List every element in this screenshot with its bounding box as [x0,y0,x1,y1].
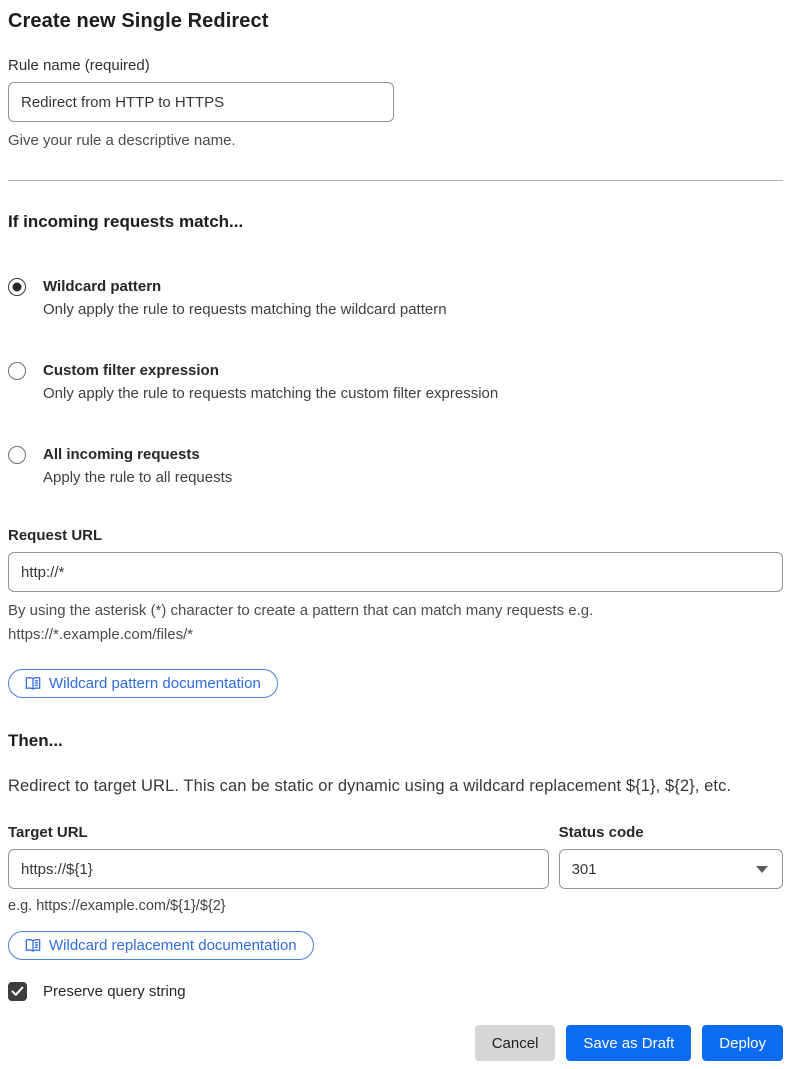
wildcard-replacement-documentation-button[interactable] [8,931,314,960]
radio-wildcard-pattern-description: Only apply the rule to requests matching the wildcard pattern [43,298,447,322]
status-code-value: 301 [572,861,597,878]
request-url-label: Request URL [8,527,783,544]
open-book-icon [25,938,41,953]
match-section-heading: If incoming requests match... [8,212,783,232]
cancel-button[interactable]: Cancel [475,1025,556,1061]
save-as-draft-button[interactable]: Save as Draft [566,1025,691,1061]
request-url-field [8,527,783,698]
target-url-field [8,824,549,889]
target-url-help: e.g. https://example.com/${1}/${2} [8,898,783,914]
radio-all-incoming-requests-description: Apply the rule to all requests [43,466,232,490]
target-url-label: Target URL [8,824,549,841]
rule-name-label: Rule name (required) [8,57,783,74]
request-url-help: By using the asterisk (*) character to create a pattern that can match many requests e.g. https://*.example.com/files/* [8,599,768,647]
wildcard-pattern-documentation-label: Wildcard pattern documentation [49,675,261,692]
radio-all-incoming-requests-label: All incoming requests [43,444,232,466]
status-code-select[interactable] [559,849,783,889]
target-and-status-row [8,824,783,889]
section-divider [8,180,783,181]
rule-name-help: Give your rule a descriptive name. [8,129,768,153]
target-url-input[interactable] [8,849,549,889]
footer-actions [8,1025,783,1061]
wildcard-pattern-documentation-button[interactable] [8,669,278,698]
radio-button-icon[interactable] [8,278,26,296]
wildcard-replacement-documentation-label: Wildcard replacement documentation [49,937,297,954]
preserve-query-string-label: Preserve query string [43,983,186,1000]
deploy-button[interactable]: Deploy [702,1025,783,1061]
request-url-input[interactable] [8,552,783,592]
then-section-description: Redirect to target URL. This can be static or dynamic using a wildcard replacement ${1}, ${2}, etc. [8,777,783,796]
status-code-field [559,824,783,889]
radio-custom-filter-expression-label: Custom filter expression [43,360,498,382]
match-type-radio-group [8,276,783,490]
radio-custom-filter-expression-description: Only apply the rule to requests matching the custom filter expression [43,382,498,406]
radio-button-icon[interactable] [8,446,26,464]
radio-custom-filter-expression[interactable] [8,360,783,406]
checkbox-checked-icon[interactable] [8,982,27,1001]
radio-all-incoming-requests[interactable] [8,444,783,490]
status-code-label: Status code [559,824,783,841]
radio-button-icon[interactable] [8,362,26,380]
rule-name-input[interactable] [8,82,394,122]
caret-down-icon [756,866,768,873]
radio-wildcard-pattern[interactable] [8,276,783,322]
then-section-heading: Then... [8,731,783,751]
open-book-icon [25,676,41,691]
preserve-query-string-row[interactable] [8,982,783,1001]
page-title: Create new Single Redirect [8,10,783,33]
radio-wildcard-pattern-label: Wildcard pattern [43,276,447,298]
rule-name-field [8,57,783,153]
